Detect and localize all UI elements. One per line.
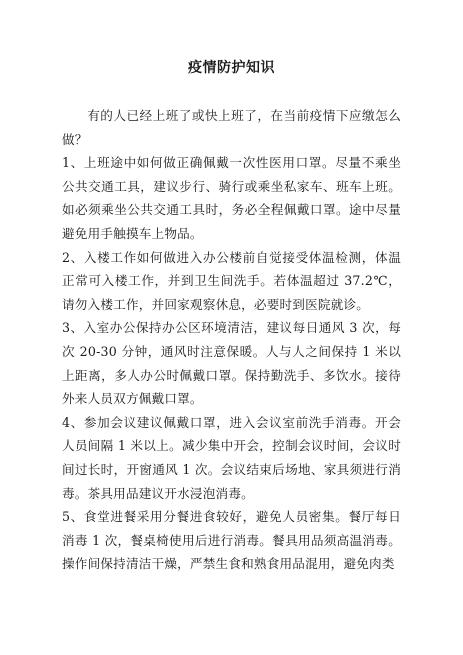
paragraph-office: 3、入室办公保持办公区环境清洁，建议每日通风 3 次，每次 20-30 分钟，通风时注意保暖。人与人之间保持 1 米以上距离，多人办公时佩戴口罩。保持勤洗手、多饮水。接待外来人员双方佩戴口罩。 (62, 320, 401, 407)
paragraph-commute: 1、上班途中如何做正确佩戴一次性医用口罩。尽量不乘坐公共交通工具，建议步行、骑行或乘坐私家车、班车上班。如必须乘坐公共交通工具时，务必全程佩戴口罩。途中尽量避免用手触摸车上物品。 (62, 155, 401, 241)
document-title: 疫情防护知识 (188, 60, 275, 76)
paragraph-meetings: 4、参加会议建议佩戴口罩，进入会议室前洗手消毒。开会人员间隔 1 米以上。减少集中开会，控制会议时间，会议时间过长时，开窗通风 1 次。会议结束后场地、家具须进行消毒。茶具用品建议开水浸泡消毒。 (62, 414, 401, 501)
intro-paragraph: 有的人已经上班了或快上班了，在当前疫情下应缴怎么做？ (62, 108, 401, 147)
paragraph-building-entry: 2、入楼工作如何做进入办公楼前自觉接受体温检测，体温正常可入楼工作，并到卫生间洗手。若体温超过 37.2℃，请勿入楼工作，并回家观察休息，必要时到医院就诊。 (62, 249, 401, 312)
paragraph-canteen: 5、食堂进餐采用分餐进食较好，避免人员密集。餐厅每日消毒 1 次，餐桌椅使用后进行消毒。餐具用品须高温消毒。操作间保持清洁干燥，严禁生食和熟食用品混用，避免肉类 (62, 509, 401, 572)
